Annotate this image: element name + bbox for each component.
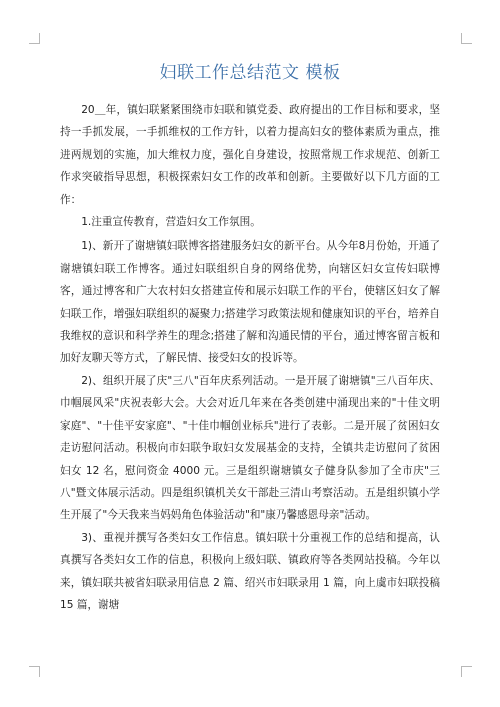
paragraph-work-information: 3)、重视并撰写各类妇女工作信息。镇妇联十分重视工作的总结和提高，认真撰写各类妇女工作的信息，积极向上级妇联、镇政府等各类网站投稿。今年以来，镇妇联共被省妇联录用信息 2 篇、绍兴市妇联录用 1 篇，向上虞市妇联投稿 15 篇，谢塘 (60, 531, 440, 611)
document-body (60, 99, 440, 616)
paragraph-intro: 20＿年，镇妇联紧紧围绕市妇联和镇党委、政府提出的工作目标和要求，坚持一手抓发展，一手抓维权的工作方针，以着力提高妇女的整体素质为重点，推进两规划的实施，加大维权力度，强化自身建设，按照常规工作求规范、创新工作求突破指导思想，积极探索妇女工作的改革和创新。主要做好以下几方面的工作： (60, 104, 440, 206)
page-corner-mark-top-right (461, 33, 472, 44)
page-corner-mark-top-left (29, 33, 40, 44)
page-corner-mark-bottom-left (29, 666, 40, 677)
paragraph-section-heading: 1.注重宣传教育，营造妇女工作氛围。 (81, 216, 261, 229)
paragraph-womens-day-activities: 2)、组织开展了庆"三八"百年庆系列活动。一是开展了谢塘镇"三八百年庆、巾帼展风采"庆祝表彰大会。大会对近几年来在各类创建中涌现出来的"十佳文明家庭"、"十佳平安家庭"、"十佳巾帼创业标兵"进行了表彰。二是开展了贫困妇女走访慰问活动。积极向市妇联争取妇女发展基金的支持，全镇共走访慰问了贫困妇女 12 名，慰问资金 4000 元。三是组织谢塘镇女子健身队参加了全市庆"三八"暨文体展示活动。四是组织镇机关女干部赴三清山考察活动。五是组织镇小学生开展了"今天我来当妈妈角色体验活动"和"康乃馨感恩母亲"活动。 (60, 374, 440, 522)
document-title: 妇联工作总结范文 模板 (159, 63, 341, 83)
paragraph-blog-platform: 1)、新开了谢塘镇妇联博客搭建服务妇女的新平台。从今年8月份始，开通了谢塘镇妇联工作博客。通过妇联组织自身的网络优势，向辖区妇女宣传妇联博客，通过博客和广大农村妇女搭建宣传和展示妇联工作的平台，使辖区妇女了解妇联工作，增强妇联组织的凝聚力;搭建学习政策法规和健康知识的平台，培养自我维权的意识和科学养生的理念;搭建了解和沟通民情的平台，通过博客留言板和加好友聊天等方式，了解民情、接受妇女的投诉等。 (60, 240, 440, 365)
page-corner-mark-bottom-right (461, 666, 472, 677)
